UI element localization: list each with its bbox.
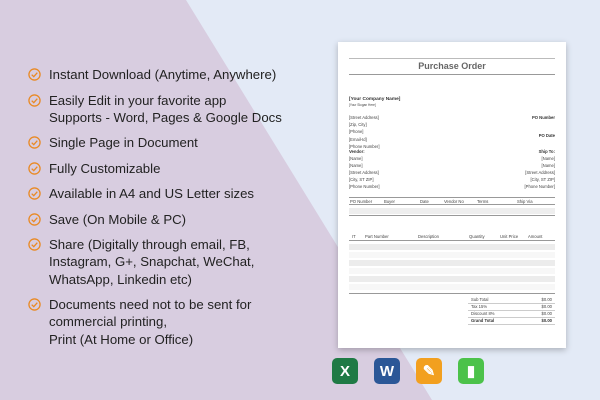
vendor-line: [Street Address] <box>349 169 379 175</box>
feature-item <box>28 134 328 151</box>
total-value: $0.00 <box>541 304 552 309</box>
items-table-row <box>349 252 555 258</box>
items-table-header-cell: Quantity <box>469 234 485 239</box>
feature-item <box>28 296 328 348</box>
total-value: $0.00 <box>541 297 552 302</box>
ship-line: [Street Address] <box>525 169 555 175</box>
po-table-bottom-rule <box>349 215 555 216</box>
feature-item <box>28 185 328 202</box>
top-rule <box>349 58 555 59</box>
total-label: Grand Total <box>471 318 495 323</box>
company-line: [Phone Number] <box>349 143 380 149</box>
feature-text: Documents need not to be sent for <box>49 297 252 313</box>
items-table-header-cell: Description <box>418 234 439 239</box>
total-label: Tax 15% <box>471 304 488 309</box>
total-label: Sub Total <box>471 297 489 302</box>
feature-text: commercial printing, <box>49 314 167 330</box>
po-table-top-rule <box>349 197 555 198</box>
check-circle-icon <box>28 187 41 200</box>
feature-text: WhatsApp, Linkedin etc) <box>49 271 192 287</box>
feature-text: Supports - Word, Pages & Google Docs <box>49 109 282 125</box>
items-table-header-cell: Amount <box>528 234 543 239</box>
document-title: Purchase Order <box>418 61 486 71</box>
feature-item <box>28 211 328 228</box>
po-table-header-rule <box>349 204 555 205</box>
check-circle-icon <box>28 162 41 175</box>
items-table-row <box>349 284 555 290</box>
items-table-row <box>349 276 555 282</box>
total-label: Discount 8% <box>471 311 495 316</box>
po-table-row <box>349 208 555 214</box>
company-line: [Zip, City] <box>349 122 367 128</box>
pages-icon <box>416 358 442 384</box>
feature-text: Save (On Mobile & PC) <box>49 211 187 227</box>
total-value: $0.00 <box>541 318 552 323</box>
ship-line: [Name] <box>541 155 555 161</box>
check-circle-icon <box>28 238 41 251</box>
feature-text: Share (Digitally through email, FB, <box>49 237 250 253</box>
check-circle-icon <box>28 213 41 226</box>
po-table-header-cell: PO Number <box>350 199 373 204</box>
feature-text: Available in A4 and US Letter sizes <box>49 186 255 202</box>
ship-line: [Phone Number] <box>524 183 555 189</box>
feature-list <box>28 66 328 356</box>
feature-text: Single Page in Document <box>49 135 198 151</box>
company-line: [Phone] <box>349 129 364 135</box>
company-line: [Email-Id] <box>349 136 367 142</box>
vendor-label: Vendor: <box>349 149 365 154</box>
pages-glyph: ✎ <box>422 363 436 380</box>
check-circle-icon <box>28 298 41 311</box>
company-line: [Street Address] <box>349 115 379 120</box>
items-table-header-cell: Part Number <box>365 234 389 239</box>
po-table-header-cell: Ship Via <box>517 199 533 204</box>
feature-item <box>28 92 328 126</box>
feature-text: Instagram, G+, Snapchat, WeChat, <box>49 254 255 270</box>
ship-line: [City, ST ZIP] <box>530 176 555 182</box>
check-circle-icon <box>28 94 41 107</box>
feature-text: Easily Edit in your favorite app <box>49 92 227 108</box>
feature-item <box>28 66 328 83</box>
items-table-header-cell: Unit Price <box>500 234 519 239</box>
items-table-row <box>349 268 555 274</box>
items-table-row <box>349 260 555 266</box>
vendor-line: [Name] <box>349 162 363 168</box>
items-table-header-cell: IT <box>352 234 356 239</box>
company-slogan: [Your Slogan Here] <box>349 103 376 107</box>
ship-line: [Name] <box>541 162 555 168</box>
numbers-icon <box>458 358 484 384</box>
total-value: $0.00 <box>541 311 552 316</box>
feature-item <box>28 160 328 177</box>
check-circle-icon <box>28 68 41 81</box>
total-rule <box>468 324 555 325</box>
ship-to-label: Ship To: <box>538 149 555 154</box>
purchase-order-document <box>338 42 566 348</box>
feature-text: Instant Download (Anytime, Anywhere) <box>49 67 277 82</box>
items-table-bottom-rule <box>349 293 555 294</box>
excel-glyph: X <box>339 362 350 380</box>
po-date-label: PO Date <box>538 133 555 138</box>
po-number-label: PO Number <box>531 115 555 120</box>
word-glyph: W <box>379 362 395 380</box>
company-name: [Your Company Name] <box>349 97 401 102</box>
excel-icon <box>332 358 358 384</box>
po-table-header-cell: Vendor No <box>444 199 464 204</box>
po-table-header-cell: Date <box>420 199 429 204</box>
title-rule <box>349 74 555 75</box>
po-table-header-cell: Terms <box>477 199 489 204</box>
items-table-row <box>349 244 555 250</box>
feature-text: Print (At Home or Office) <box>49 331 194 347</box>
vendor-line: [City, ST ZIP] <box>349 176 374 182</box>
vendor-line: [Phone Number] <box>349 183 380 189</box>
app-icons <box>332 358 484 384</box>
check-circle-icon <box>28 136 41 149</box>
po-table-header-cell: Buyer <box>384 199 395 204</box>
feature-text: Fully Customizable <box>49 160 161 176</box>
items-table-header-rule <box>349 240 555 241</box>
numbers-glyph: ▮ <box>466 363 476 380</box>
feature-item <box>28 236 328 288</box>
word-icon <box>374 358 400 384</box>
vendor-line: [Name] <box>349 155 363 161</box>
